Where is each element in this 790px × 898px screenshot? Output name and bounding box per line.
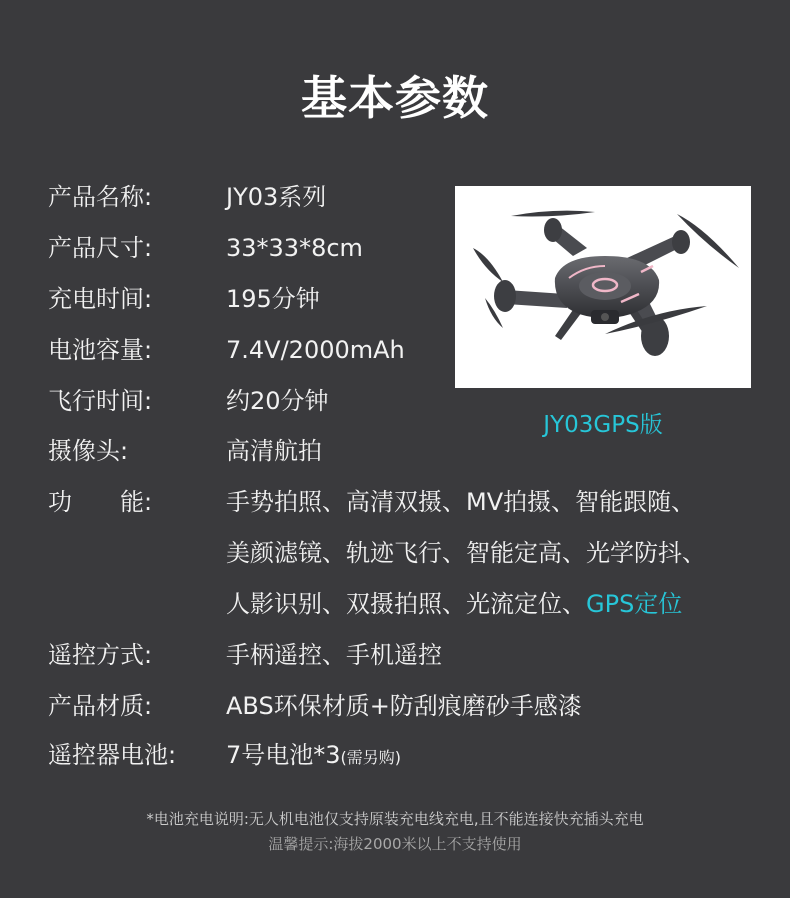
spec-value: 约20分钟 xyxy=(226,387,329,415)
spec-row-charge-time xyxy=(48,284,320,314)
spec-value: 195分钟 xyxy=(226,285,320,313)
spec-value: 高清航拍 xyxy=(226,437,322,465)
spec-row-remote-mode xyxy=(48,640,442,670)
spec-label: 遥控器电池: xyxy=(48,741,177,769)
spec-row-flight-time xyxy=(48,386,329,416)
spec-row-camera xyxy=(48,436,322,466)
product-image-caption: JY03GPS版 xyxy=(543,412,663,438)
spec-row-name xyxy=(48,182,326,212)
spec-label: 产品名称: xyxy=(48,183,153,211)
spec-value: 33*33*8cm xyxy=(226,234,363,262)
spec-value: ABS环保材质+防刮痕磨砂手感漆 xyxy=(226,692,582,720)
battery-note: (需另购) xyxy=(340,748,402,767)
functions-line-3 xyxy=(226,589,682,619)
functions-line-1: 手势拍照、高清双摄、MV拍摄、智能跟随、 xyxy=(226,488,696,516)
spec-label: 飞行时间: xyxy=(48,387,153,415)
functions-line-2: 美颜滤镜、轨迹飞行、智能定高、光学防抖、 xyxy=(226,539,706,567)
spec-label: 遥控方式: xyxy=(48,641,153,669)
spec-label: 电池容量: xyxy=(48,336,153,364)
drone-image xyxy=(455,186,751,388)
spec-label: 产品材质: xyxy=(48,692,153,720)
spec-label: 充电时间: xyxy=(48,285,153,313)
altitude-tip: 温馨提示:海拔2000米以上不支持使用 xyxy=(268,835,522,853)
spec-row-size xyxy=(48,233,363,263)
spec-value: JY03系列 xyxy=(226,183,327,211)
spec-row-material xyxy=(48,691,582,721)
spec-row-battery-capacity xyxy=(48,335,405,365)
functions-line-3-text: 人影识别、双摄拍照、光流定位、 xyxy=(226,590,586,618)
spec-label: 摄像头: xyxy=(48,437,129,465)
spec-value: 7号电池*3 xyxy=(226,741,341,769)
drone-illustration xyxy=(455,186,751,388)
battery-charge-note: *电池充电说明:无人机电池仅支持原装充电线充电,且不能连接快充插头充电 xyxy=(146,810,644,828)
spec-row-remote-battery xyxy=(48,740,401,773)
spec-row-functions xyxy=(48,487,695,517)
gps-highlight: GPS定位 xyxy=(586,590,683,618)
spec-label: 产品尺寸: xyxy=(48,234,153,262)
spec-label: 功 能: xyxy=(48,488,153,516)
spec-value: 手柄遥控、手机遥控 xyxy=(226,641,442,669)
spec-value: 7.4V/2000mAh xyxy=(226,336,405,364)
page-title: 基本参数 xyxy=(301,71,489,125)
